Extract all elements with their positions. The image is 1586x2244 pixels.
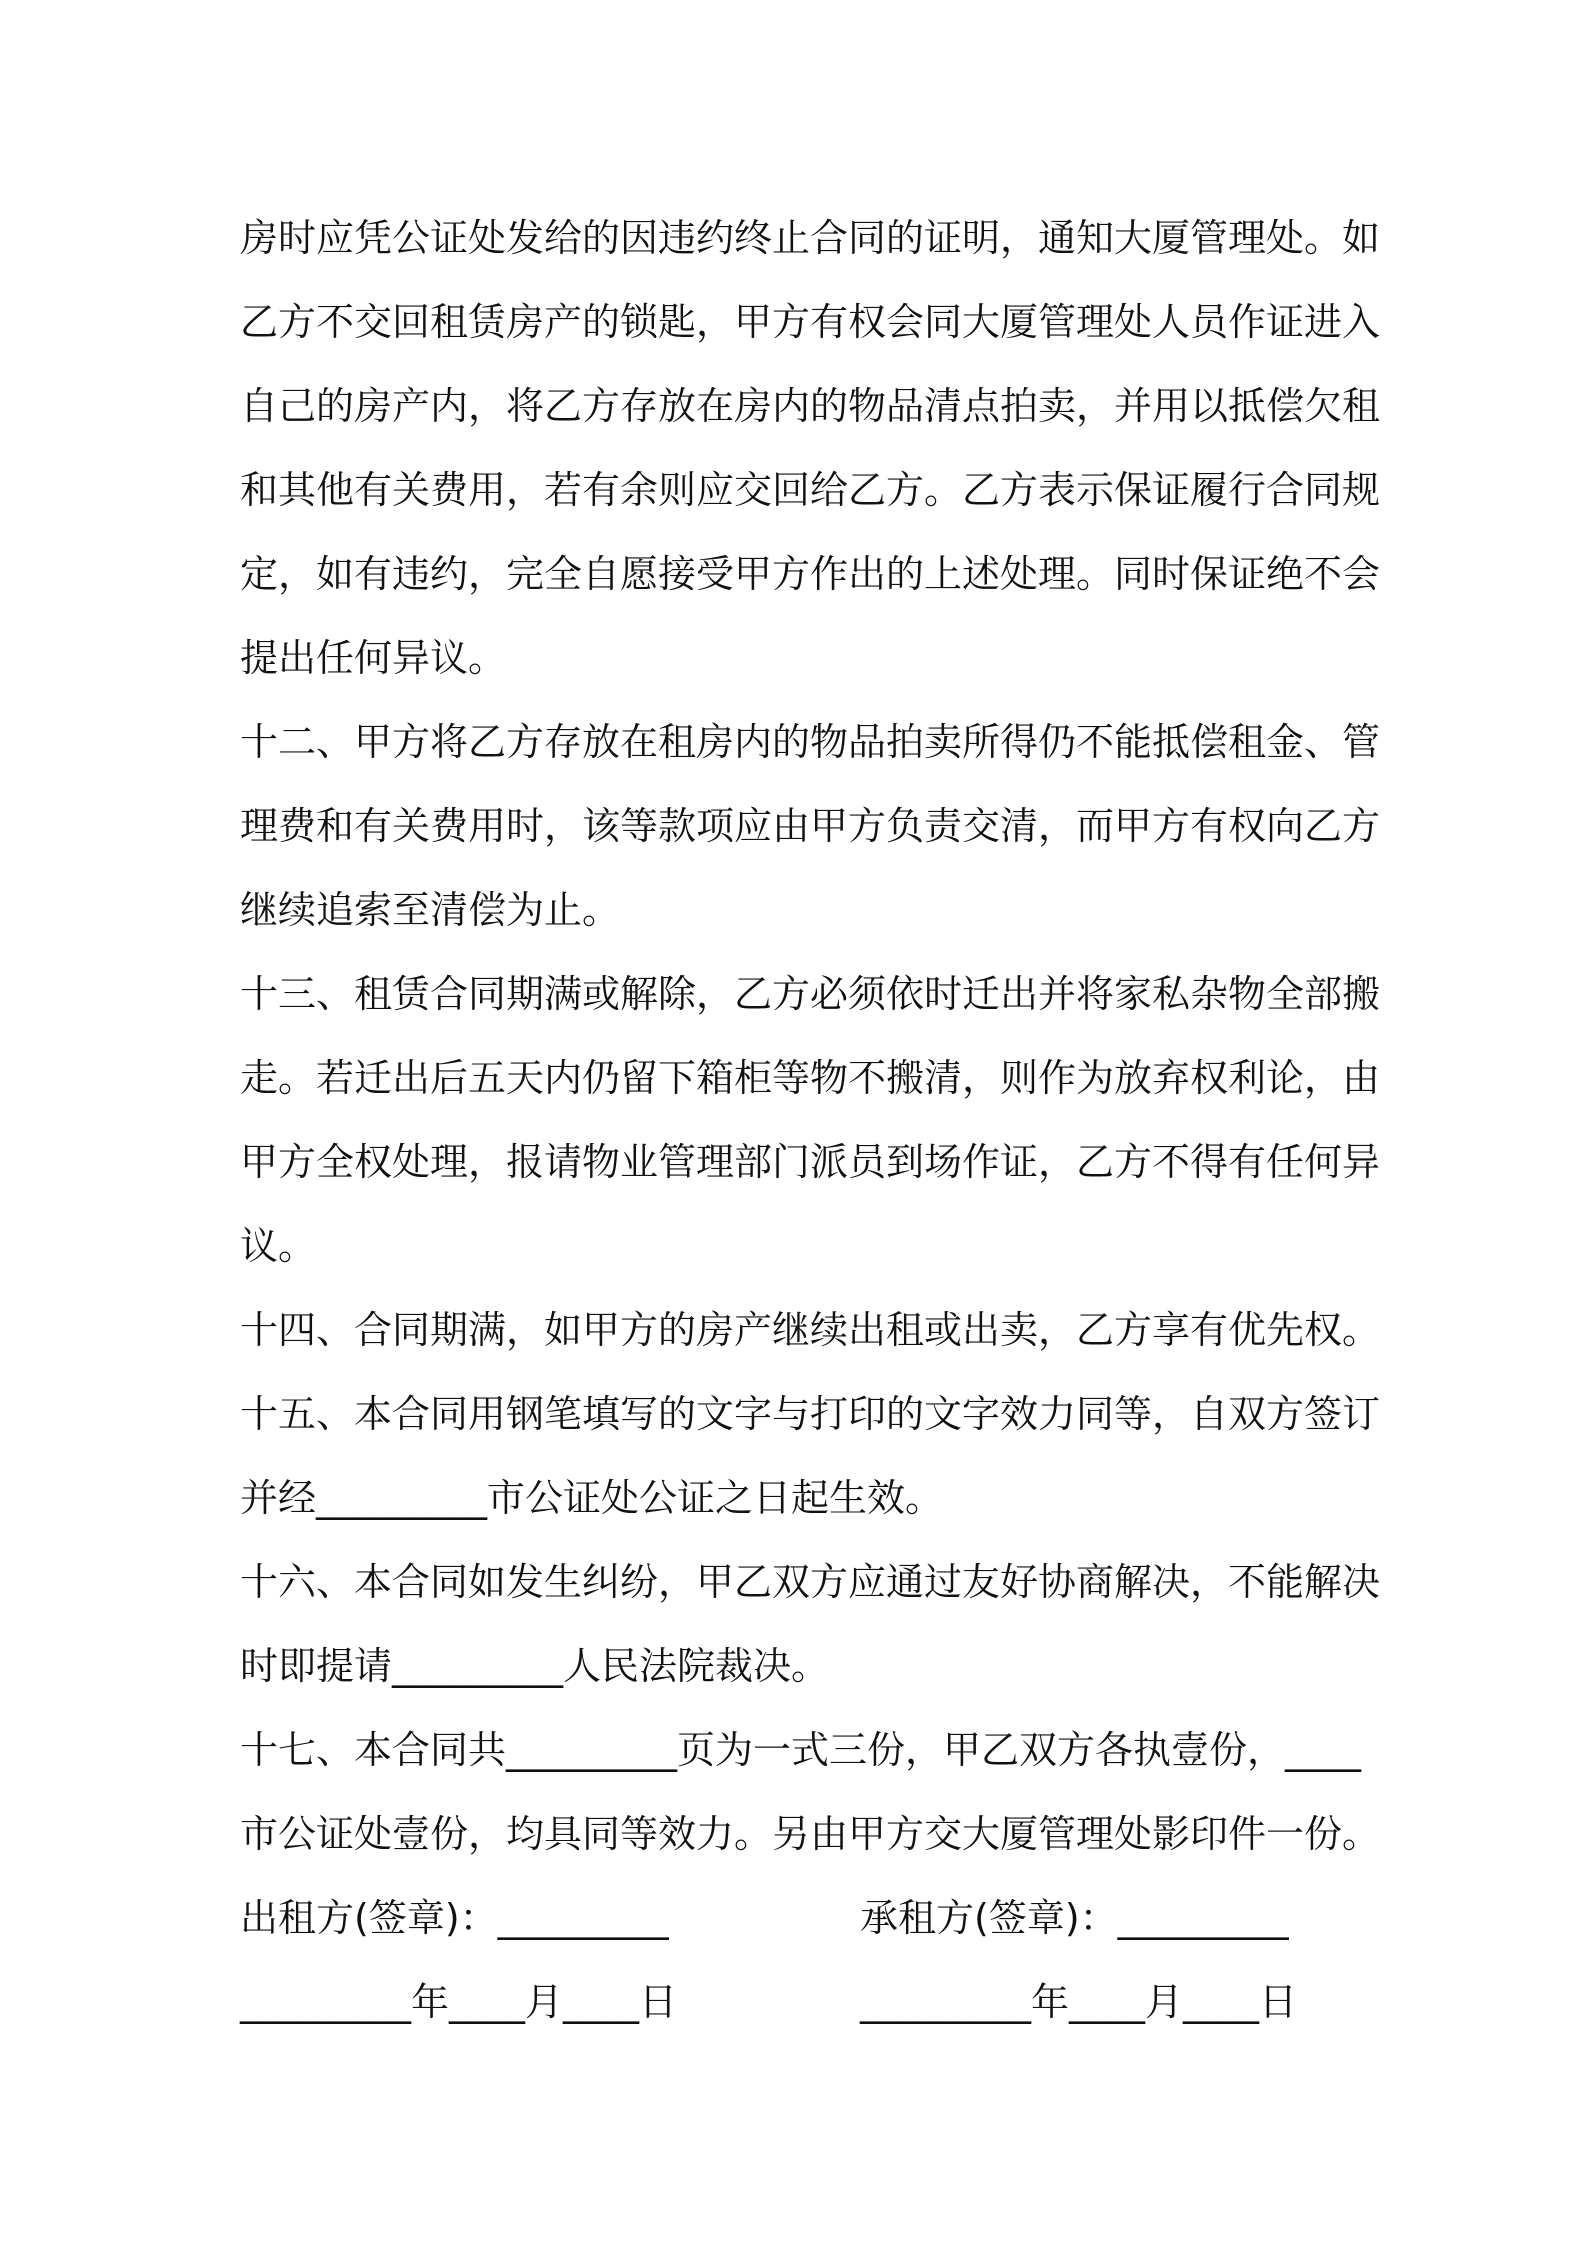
paragraph-line: 乙方不交回租赁房产的锁匙，甲方有权会同大厦管理处人员作证进入 [240,300,1381,344]
clause-13-line: 十三、租赁合同期满或解除，乙方必须依时迁出并将家私杂物全部搬 [240,972,1381,1016]
clause-16-line: 时即提请_________人民法院裁决。 [240,1644,830,1688]
lessor-signature-label: 出租方(签章)：_________ [240,1896,669,1940]
clause-12-line: 继续追索至清偿为止。 [240,888,621,932]
lessee-signature-label: 承租方(签章)：_________ [860,1896,1289,1940]
paragraph-line: 提出任何异议。 [240,636,507,680]
clause-12-line: 理费和有关费用时，该等款项应由甲方负责交清，而甲方有权向乙方 [240,804,1381,848]
clause-15-line: 并经_________市公证处公证之日起生效。 [240,1476,944,1520]
paragraph-line: 房时应凭公证处发给的因违约终止合同的证明，通知大厦管理处。如 [240,216,1381,260]
clause-15-line: 十五、本合同用钢笔填写的文字与打印的文字效力同等，自双方签订 [240,1392,1381,1436]
paragraph-line: 和其他有关费用，若有余则应交回给乙方。乙方表示保证履行合同规 [240,468,1381,512]
clause-17-line: 市公证处壹份，均具同等效力。另由甲方交大厦管理处影印件一份。 [240,1812,1381,1856]
clause-16-line: 十六、本合同如发生纠纷，甲乙双方应通过友好协商解决，不能解决 [240,1560,1381,1604]
clause-13-line: 走。若迁出后五天内仍留下箱柜等物不搬清，则作为放弃权利论，由 [240,1056,1381,1100]
lessee-date: _________年____月____日 [860,1980,1298,2024]
paragraph-line: 自己的房产内，将乙方存放在房内的物品清点拍卖，并用以抵偿欠租 [240,384,1381,428]
clause-17-line: 十七、本合同共_________页为一式三份，甲乙双方各执壹份，____ [240,1728,1362,1772]
lessor-date: _________年____月____日 [240,1980,678,2024]
clause-12-line: 十二、甲方将乙方存放在租房内的物品拍卖所得仍不能抵偿租金、管 [240,720,1381,764]
clause-14-line: 十四、合同期满，如甲方的房产继续出租或出卖，乙方享有优先权。 [240,1308,1381,1352]
clause-13-line: 甲方全权处理，报请物业管理部门派员到场作证，乙方不得有任何异 [240,1140,1381,1184]
paragraph-line: 定，如有违约，完全自愿接受甲方作出的上述处理。同时保证绝不会 [240,552,1381,596]
clause-13-line: 议。 [240,1224,317,1268]
